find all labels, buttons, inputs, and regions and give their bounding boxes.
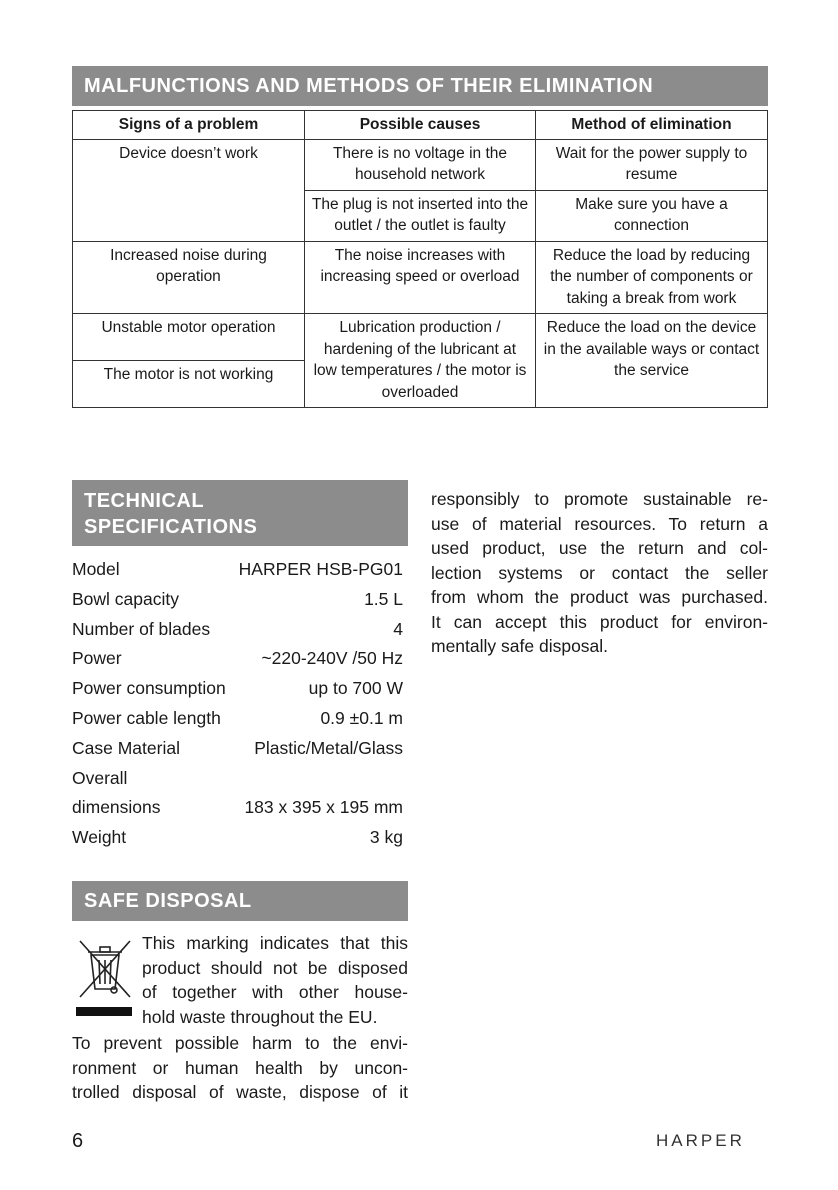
spec-list	[72, 555, 403, 853]
cause-cell: Lubrication production / hardening of the lubricant at low temperatures / the motor is overloaded	[305, 314, 536, 408]
header-causes: Possible causes	[305, 111, 536, 140]
spec-label: Power consumption	[72, 678, 226, 699]
spec-label: dimensions	[72, 797, 161, 818]
spec-value: Plastic/Metal/Glass	[254, 737, 403, 758]
spec-label: Model	[72, 559, 120, 579]
text-line: use of material resources. To return a	[431, 513, 768, 534]
table-row	[73, 314, 768, 361]
text-line: ronment or human health by uncon-	[72, 1057, 408, 1078]
spec-label: Overall	[72, 767, 128, 788]
method-cell: Wait for the power supply to resume	[536, 139, 768, 190]
method-cell: Reduce the load on the device in the available ways or contact the service	[536, 314, 768, 408]
spec-value: up to 700 W	[308, 678, 403, 699]
text-line: from whom the product was purchased.	[431, 587, 768, 607]
text-line: responsibly to promote sustainable re-	[431, 489, 768, 509]
text-line: hold waste throughout the EU.	[142, 1006, 378, 1027]
text-line: of together with other house-	[142, 982, 408, 1002]
spec-row	[72, 764, 403, 794]
sign-cell: Increased noise during operation	[73, 241, 305, 314]
tech-title-line1: TECHNICAL	[84, 490, 205, 512]
table-row	[73, 241, 768, 314]
page-number: 6	[72, 1130, 84, 1152]
spec-label: Power cable length	[72, 707, 221, 728]
malfunctions-table	[72, 110, 768, 408]
sign-cell: Device doesn’t work	[73, 139, 305, 241]
text-line: mentally safe disposal.	[431, 636, 609, 656]
brand-logo: HARPER	[656, 1131, 745, 1150]
sign-cell: The motor is not working	[73, 361, 305, 408]
spec-row	[72, 734, 403, 764]
spec-row	[72, 823, 403, 853]
spec-label: Weight	[72, 827, 127, 848]
disposal-continued-text	[431, 487, 768, 659]
text-line: lection systems or contact the seller	[431, 562, 768, 583]
spec-label: Case Material	[72, 737, 180, 758]
method-cell: Reduce the load by reducing the number of components or taking a break from work	[536, 241, 768, 314]
text-line: trolled disposal of waste, dispose of it	[72, 1082, 408, 1102]
text-line: This marking indicates that this	[142, 933, 408, 953]
header-signs: Signs of a problem	[73, 111, 305, 140]
spec-value: ~220-240V /50 Hz	[261, 648, 403, 669]
spec-row	[72, 555, 403, 585]
spec-row	[72, 674, 403, 704]
cause-cell: The noise increases with increasing speed or overload	[305, 241, 536, 314]
cause-cell: There is no voltage in the household network	[305, 139, 536, 190]
spec-label: Number of blades	[72, 618, 211, 639]
disposal-full-text	[72, 1031, 408, 1105]
spec-row	[72, 585, 403, 615]
cause-cell: The plug is not inserted into the outlet / the outlet is faulty	[305, 190, 536, 241]
sign-cell: Unstable motor operation	[73, 314, 305, 361]
disposal-side-text	[142, 931, 408, 1029]
text-line: product should not be disposed	[142, 957, 408, 978]
tech-title-line2: SPECIFICATIONS	[84, 516, 258, 538]
header-method: Method of elimination	[536, 111, 768, 140]
text-line: To prevent possible harm to the envi-	[72, 1033, 408, 1053]
crossed-bin-icon	[74, 935, 136, 1025]
table-row	[73, 139, 768, 190]
spec-value: HARPER HSB-PG01	[238, 559, 403, 579]
spec-label: Power	[72, 648, 122, 669]
spec-row	[72, 704, 403, 734]
spec-row	[72, 644, 403, 674]
tech-title	[72, 480, 408, 546]
spec-value: 0.9 ±0.1 m	[320, 707, 403, 728]
malfunctions-title: MALFUNCTIONS AND METHODS OF THEIR ELIMINATION	[72, 66, 768, 106]
text-line: It can accept this product for environ-	[431, 611, 768, 632]
text-line: used product, use the return and col-	[431, 538, 768, 558]
spec-row	[72, 793, 403, 823]
spec-row	[72, 615, 403, 645]
spec-label: Bowl capacity	[72, 588, 179, 609]
spec-value: 183 x 395 x 195 mm	[244, 797, 403, 818]
method-cell: Make sure you have a connection	[536, 190, 768, 241]
spec-value: 1.5 L	[364, 588, 403, 609]
disposal-title: SAFE DISPOSAL	[72, 881, 408, 921]
table-header-row	[73, 111, 768, 140]
spec-value: 3 kg	[369, 827, 403, 848]
spec-value: 4	[393, 618, 403, 639]
